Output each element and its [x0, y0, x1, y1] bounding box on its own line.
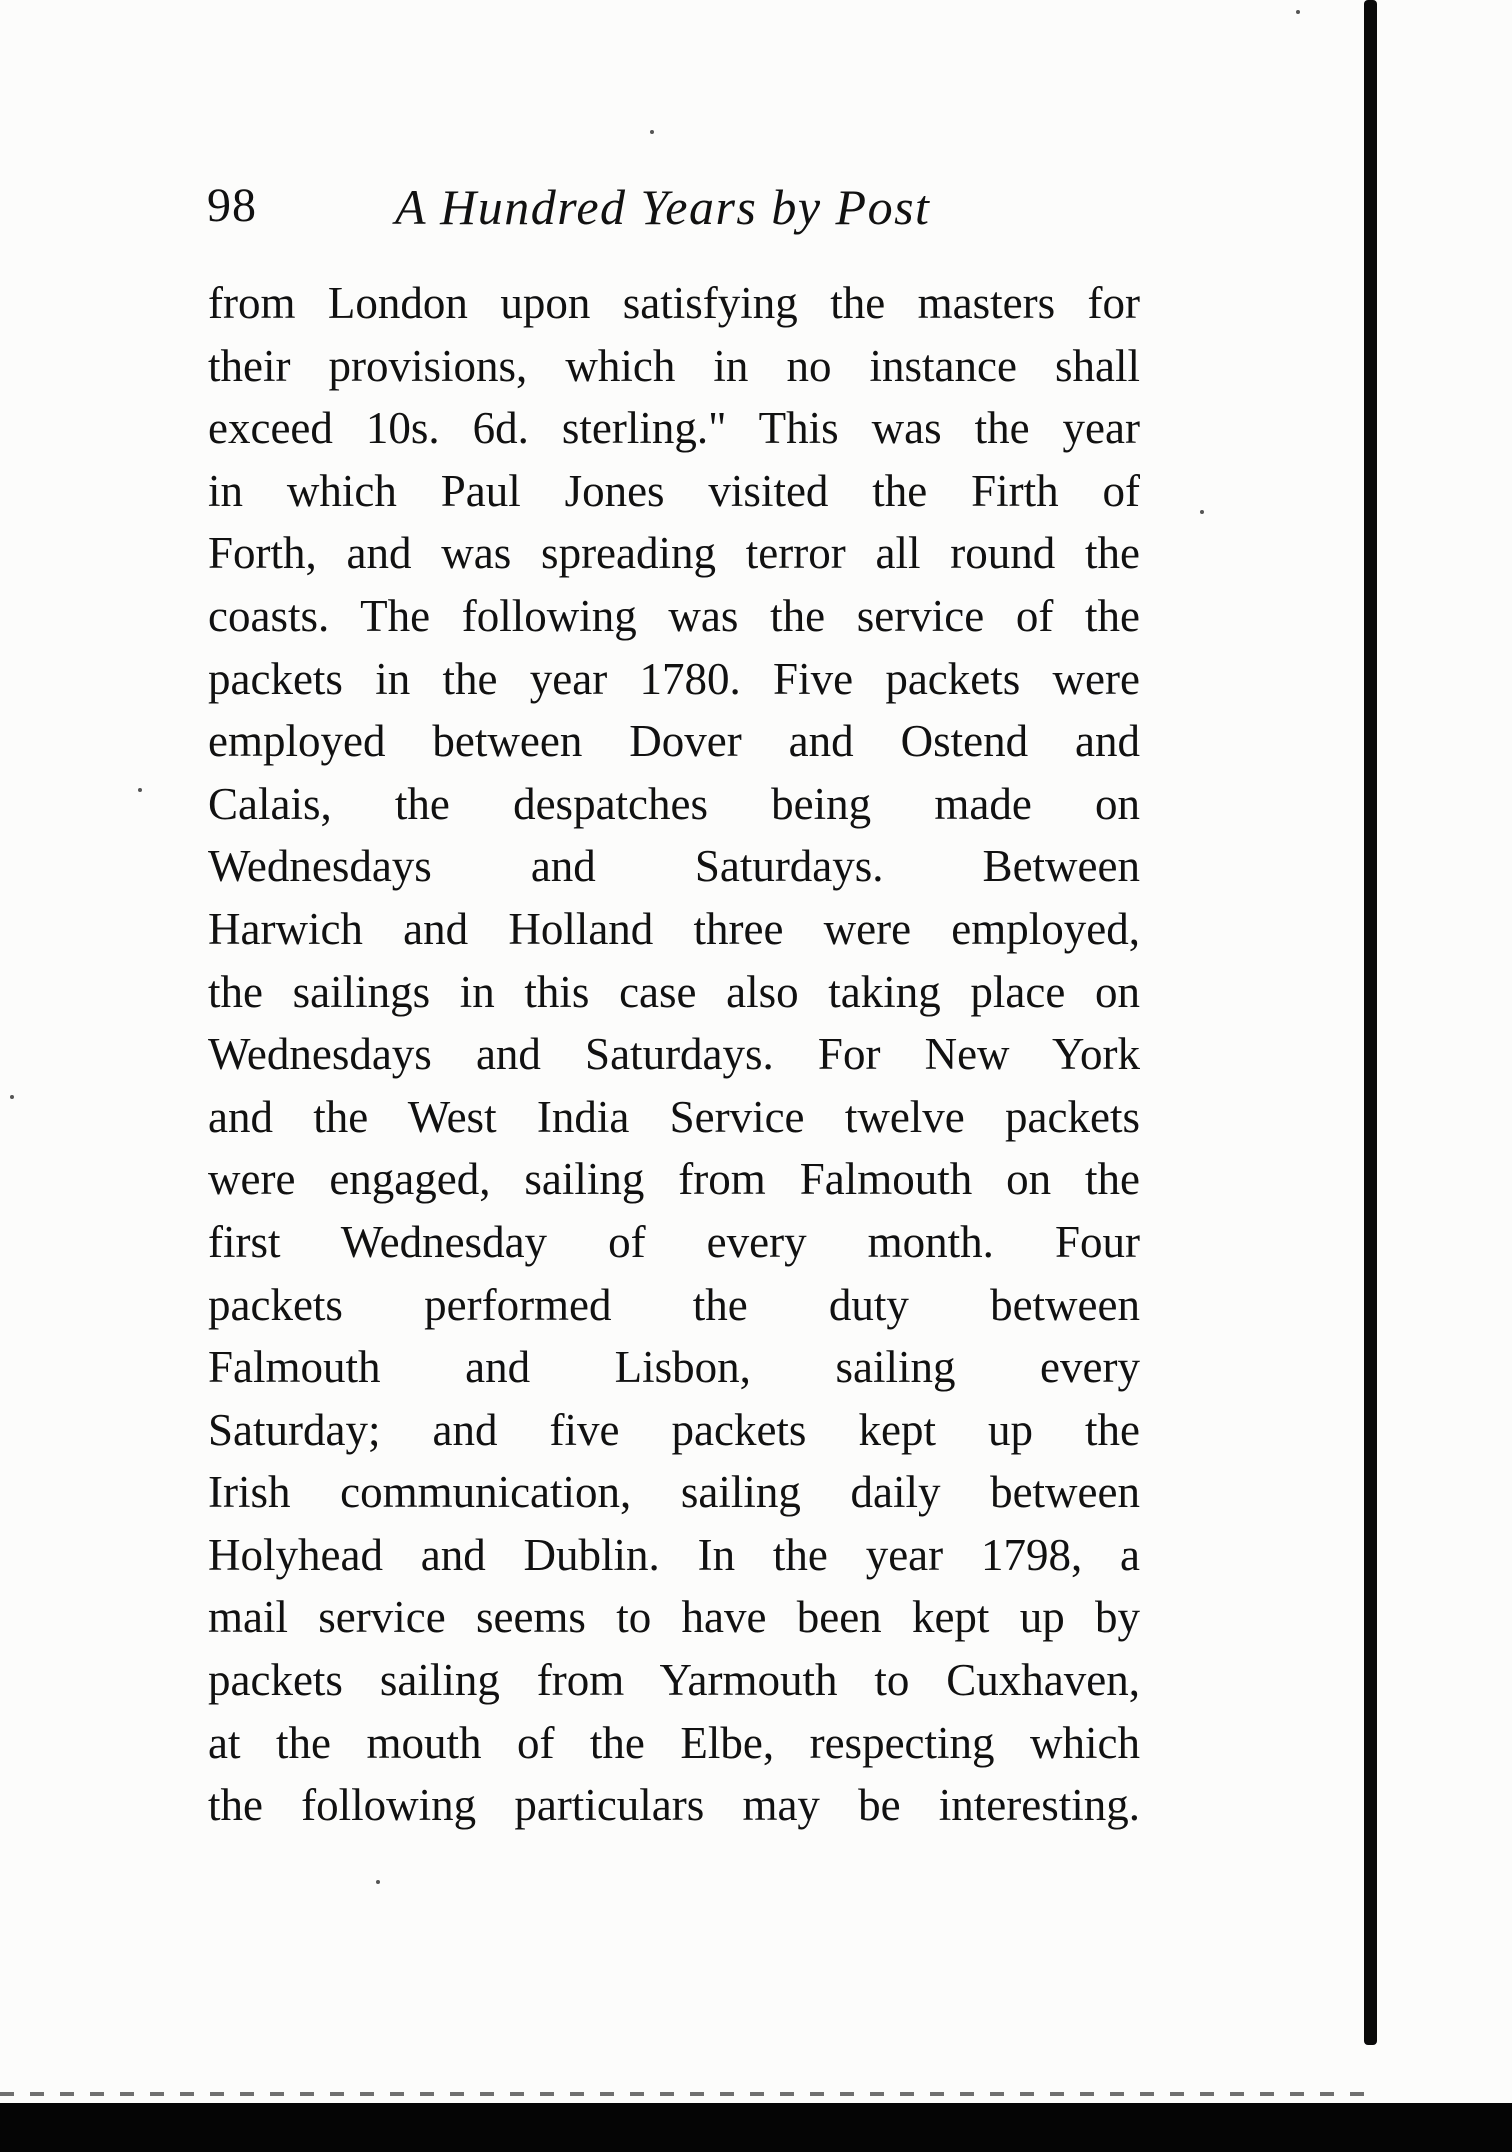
text-line: the sailings in this case also taking place on: [208, 966, 1140, 1017]
page-edge-dashes: [0, 2092, 1380, 2096]
text-line: packets sailing from Yarmouth to Cuxhaven,: [208, 1655, 1140, 1706]
text-line: mail service seems to have been kept up by: [208, 1592, 1140, 1643]
text-line: Saturday; and five packets kept up the: [208, 1404, 1140, 1455]
text-line: and the West India Service twelve packets: [208, 1091, 1140, 1142]
text-line: employed between Dover and Ostend and: [208, 716, 1140, 767]
paper-speck: [10, 1095, 14, 1099]
text-line: their provisions, which in no instance shall: [208, 340, 1140, 391]
page-number: 98: [207, 179, 257, 232]
text-line: packets in the year 1780. Five packets were: [208, 653, 1140, 704]
text-line: first Wednesday of every month. Four: [208, 1216, 1140, 1267]
text-line: Harwich and Holland three were employed,: [208, 903, 1140, 954]
text-line: packets performed the duty between: [208, 1279, 1140, 1330]
text-line: Irish communication, sailing daily between: [208, 1467, 1140, 1518]
text-line: coasts. The following was the service of the: [208, 590, 1140, 641]
paper-speck: [138, 788, 142, 792]
body-text: [208, 272, 1140, 1837]
text-line: in which Paul Jones visited the Firth of: [208, 465, 1140, 516]
running-title: A Hundred Years by Post: [395, 179, 931, 235]
text-line: Calais, the despatches being made on: [208, 778, 1140, 829]
text-line: Falmouth and Lisbon, sailing every: [208, 1342, 1140, 1393]
paper-speck: [1200, 510, 1204, 514]
text-line: exceed 10s. 6d. sterling." This was the year: [208, 403, 1140, 454]
text-line: Wednesdays and Saturdays. Between: [208, 841, 1140, 892]
paper-speck: [376, 1880, 380, 1884]
text-line: at the mouth of the Elbe, respecting which: [208, 1717, 1140, 1768]
paper-speck: [1296, 10, 1300, 14]
text-line: Forth, and was spreading terror all round the: [208, 528, 1140, 579]
page-bottom-edge: [0, 2103, 1512, 2152]
page-binding-edge: [1364, 0, 1377, 2045]
text-line: from London upon satisfying the masters for: [208, 278, 1140, 328]
text-line: Holyhead and Dublin. In the year 1798, a: [208, 1529, 1140, 1580]
text-line: the following particulars may be interesting.: [208, 1780, 1140, 1831]
page-header: [207, 178, 1147, 248]
paper-speck: [650, 130, 654, 134]
text-line: Wednesdays and Saturdays. For New York: [208, 1029, 1140, 1080]
text-line: were engaged, sailing from Falmouth on the: [208, 1154, 1140, 1205]
